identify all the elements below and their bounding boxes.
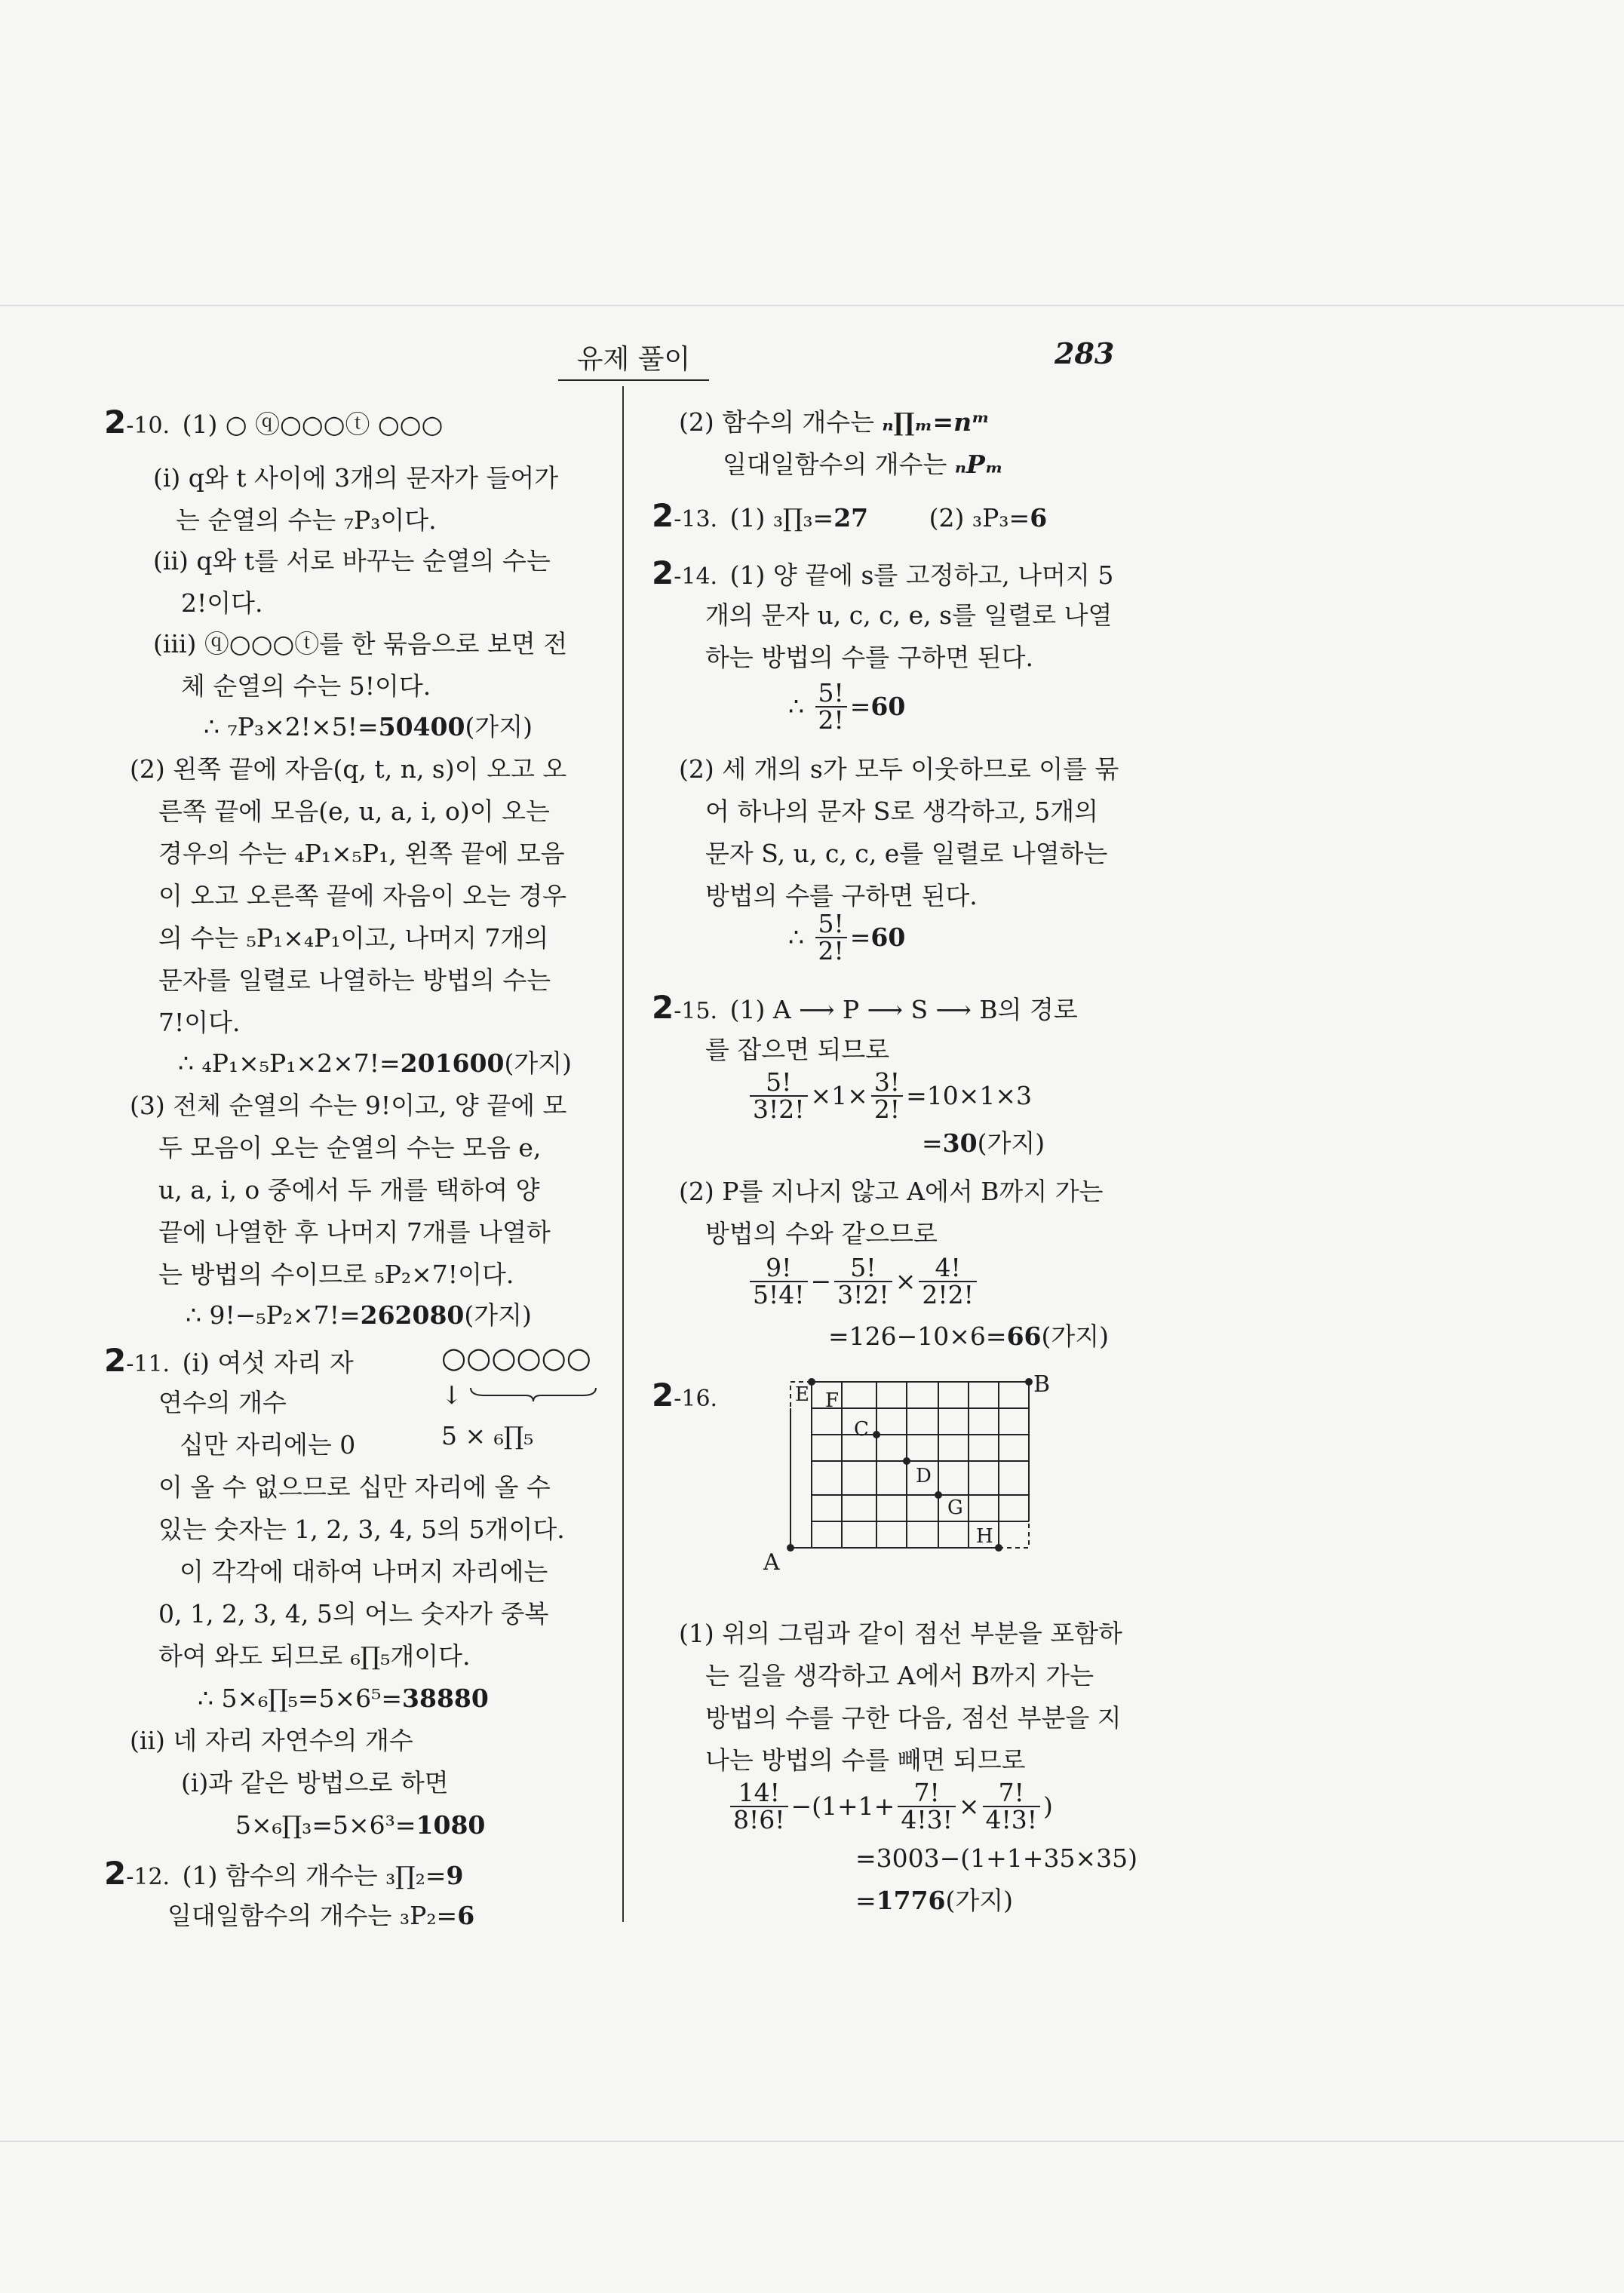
column-divider [622,386,624,1922]
fraction-expression: $\frac{5!}{3!2!}$ ×1× $\frac{3!}{2!}$ =10×1×3 [747,1070,1032,1122]
text-line: 는 방법의 수이므로 ₅P₂×7!이다. [158,1260,514,1289]
text-line: (2) P를 지나지 않고 A에서 B까지 가는 [679,1177,1104,1206]
answer-line: =30(가지) [922,1128,1045,1158]
problem-2-14-head: 2-14. (1) 양 끝에 s를 고정하고, 나머지 5 [652,554,1114,591]
fraction-expression: $\frac{9!}{5!4!}$ − $\frac{5!}{3!2!}$ × $\frac{4!}{2!2!}$ [747,1255,980,1308]
text-line: 연수의 개수 [158,1388,287,1417]
text-line: 개의 문자 u, c, c, e, s를 일렬로 나열 [705,600,1113,630]
fraction: $\frac{7!}{4!3!}$ [898,1780,956,1833]
text-line: 하는 방법의 수를 구하면 된다. [705,643,1033,672]
fraction-answer: ∴ $\frac{5!}{2!}$ =60 [788,678,906,735]
text-line: (3) 전체 순열의 수는 9!이고, 양 끝에 모 [130,1091,567,1120]
text-line: 어 하나의 문자 S로 생각하고, 5개의 [705,797,1098,826]
problem-2-13-head: 2-13. (1) ₃∏₃=27 (2) ₃P₃=6 [652,497,1048,534]
text-line: 있는 숫자는 1, 2, 3, 4, 5의 5개이다. [158,1515,565,1544]
text-line: 이 올 수 없으므로 십만 자리에 올 수 [158,1472,551,1502]
digit-expression: 5 × ₆∏₅ [441,1421,534,1450]
fraction: $\frac{3!}{2!}$ [871,1070,903,1122]
fraction: $\frac{14!}{8!6!}$ [730,1780,788,1833]
text-line: 7!이다. [158,1008,241,1037]
answer-line: ∴ 9!−₅P₂×7!=262080(가지) [186,1300,532,1330]
grid-label-b: B [1033,1371,1051,1398]
grid-label-g: G [947,1496,963,1519]
text-line: 문자 S, u, c, c, e를 일렬로 나열하는 [705,839,1108,868]
fraction: $\frac{5!}{2!}$ [815,680,847,733]
fraction: $\frac{7!}{4!3!}$ [983,1780,1041,1833]
text-line: 십만 자리에는 0 [180,1430,356,1460]
answer-line: ∴ 5×₆∏₅=5×6⁵=38880 [198,1684,489,1713]
fraction-answer: ∴ $\frac{5!}{2!}$ =60 [788,909,906,965]
text-line: 하여 와도 되므로 ₆∏₅개이다. [158,1641,471,1671]
fraction: $\frac{5!}{3!2!}$ [750,1070,808,1122]
grid-diagram [763,1371,1055,1589]
text-line: 2!이다. [181,588,263,618]
grid-label-d: D [916,1465,932,1487]
fraction: $\frac{4!}{2!2!}$ [919,1255,977,1308]
text-line: 방법의 수를 구한 다음, 점선 부분을 지 [705,1703,1122,1733]
problem-2-12-head: 2-12. (1) 함수의 개수는 ₃∏₂=9 [104,1855,464,1892]
grid-label-a: A [763,1549,780,1576]
text-line: 경우의 수는 ₄P₁×₅P₁, 왼쪽 끝에 모음 [158,839,565,868]
grid-label-e: E [795,1383,809,1406]
answer-line: ∴ ₄P₁×₅P₁×2×7!=201600(가지) [178,1048,572,1078]
text-line: (1) 위의 그림과 같이 점선 부분을 포함하 [679,1619,1122,1648]
digit-circles: ○○○○○○ [441,1341,591,1374]
problem-2-11-head: 2-11. (ⅰ) 여섯 자리 자 [104,1342,354,1379]
text-line: 이 오고 오른쪽 끝에 자음이 오는 경우 [158,881,567,910]
text-line: (2) 왼쪽 끝에 자음(q, t, n, s)이 오고 오 [130,754,567,784]
text-line: (2) 세 개의 s가 모두 이웃하므로 이를 묶 [679,754,1119,784]
problem-2-15-head: 2-15. (1) A ⟶ P ⟶ S ⟶ B의 경로 [652,989,1078,1026]
arrangement: (1) ○ ⓠ○○○ⓣ ○○○ [182,410,444,439]
answer-line: =1776(가지) [855,1886,1014,1915]
running-title: 유제 풀이 [558,338,709,381]
text-line: 를 잡으면 되므로 [705,1035,890,1064]
text-line: 는 순열의 수는 ₇P₃이다. [176,505,437,535]
text-line: 나는 방법의 수를 빼면 되므로 [705,1745,1026,1775]
text-line: u, a, i, o 중에서 두 개를 택하여 양 [158,1175,540,1205]
fraction: $\frac{9!}{5!4!}$ [750,1255,808,1308]
fraction: $\frac{5!}{2!}$ [815,911,847,964]
page-number: 283 [1055,336,1115,370]
text-line: (ⅰ)과 같은 방법으로 하면 [181,1768,449,1797]
text-line: 의 수는 ₅P₁×₄P₁이고, 나머지 7개의 [158,923,549,953]
grid-label-h: H [976,1525,993,1548]
text-line: 른쪽 끝에 모음(e, u, a, i, o)이 오는 [158,797,550,826]
answer-line: ∴ ₇P₃×2!×5!=50400(가지) [204,712,533,741]
text-line: 0, 1, 2, 3, 4, 5의 어느 숫자가 중복 [158,1599,549,1628]
grid-label-c: C [854,1418,869,1441]
brace-icon [469,1386,597,1403]
answer-line: 일대일함수의 개수는 ₙPₘ [723,450,1003,479]
problem-2-10-head: 2-10. (1) ○ ⓠ○○○ⓣ ○○○ [104,404,444,440]
text-line: 끝에 나열한 후 나머지 7개를 나열하 [158,1217,551,1247]
fraction: $\frac{5!}{3!2!}$ [834,1255,892,1308]
answer-line: 일대일함수의 개수는 ₃P₂=6 [167,1901,475,1930]
text-line: 방법의 수와 같으므로 [705,1219,938,1248]
answer-line: (2) 함수의 개수는 ₙ∏ₘ=nᵐ [679,407,990,437]
fraction-expression: $\frac{14!}{8!6!}$ −(1+1+ $\frac{7!}{4!3!}$ × $\frac{7!}{4!3!}$ ) [727,1780,1053,1833]
answer-line: =126−10×6=66(가지) [828,1321,1110,1351]
answer-line: 5×₆∏₃=5×6³=1080 [235,1810,486,1840]
text-line: 는 길을 생각하고 A에서 B까지 가는 [705,1661,1094,1690]
text-line: (ⅲ) ⓠ○○○ⓣ를 한 묶음으로 보면 전 [153,629,568,658]
text-line: 방법의 수를 구하면 된다. [705,881,978,910]
text-line: 이 각각에 대하여 나머지 자리에는 [180,1557,548,1586]
text-line: (ⅰ) q와 t 사이에 3개의 문자가 들어가 [153,463,559,493]
text-line: =3003−(1+1+35×35) [855,1843,1137,1873]
text-line: 문자를 일렬로 나열하는 방법의 수는 [158,965,551,995]
text-line: 두 모음이 오는 순열의 수는 모음 e, [158,1133,542,1162]
text-line: (ⅱ) q와 t를 서로 바꾸는 순열의 수는 [153,546,551,576]
grid-label-f: F [825,1389,840,1412]
problem-2-16-head: 2-16. [652,1377,718,1414]
text-line: (ⅱ) 네 자리 자연수의 개수 [130,1726,413,1755]
down-arrow-icon: ↓ [441,1380,462,1410]
text-line: 체 순열의 수는 5!이다. [181,671,431,701]
